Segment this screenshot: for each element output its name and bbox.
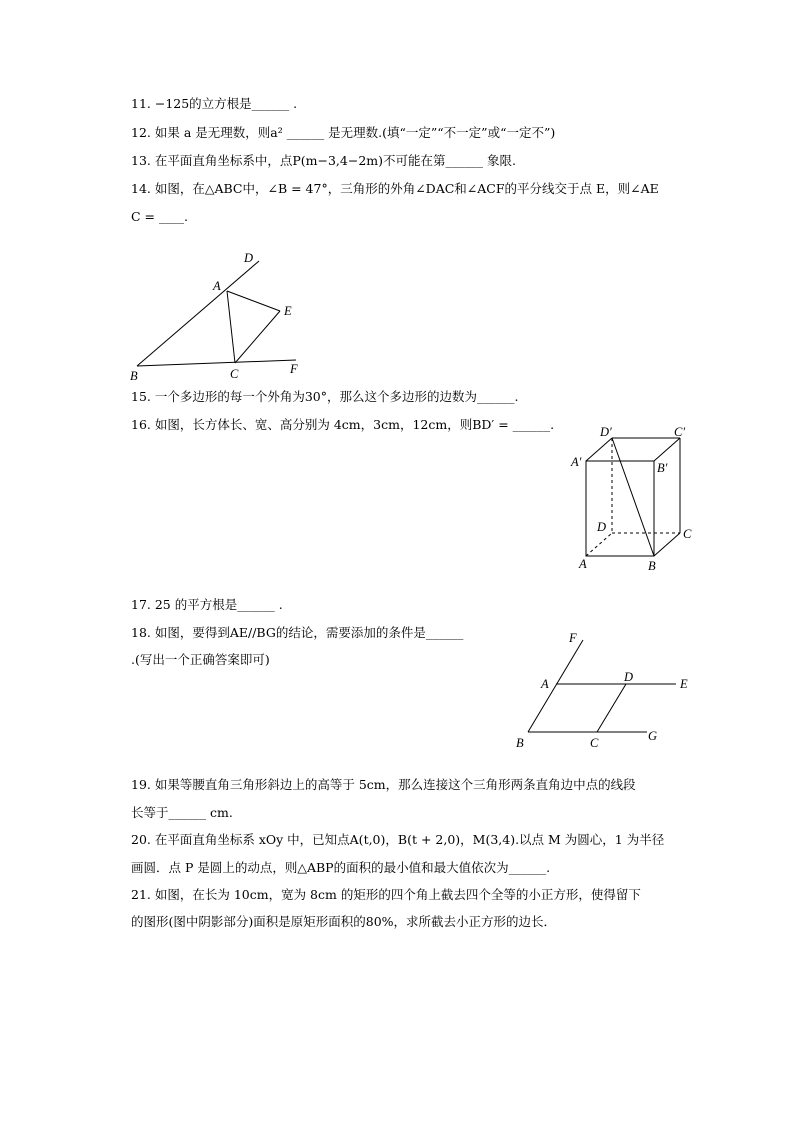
label-D: D	[624, 670, 634, 684]
question-15: 15. 一个多边形的每一个外角为30°，那么这个多边形的边数为______.	[131, 389, 519, 404]
question-16: 16. 如图，长方体长、宽、高分别为 4cm，3cm，12cm，则BD′ = ______.	[131, 417, 555, 432]
question-18-line1: 18. 如图，要得到AE//BG的结论，需要添加的条件是______	[131, 625, 464, 640]
label-C1: C′	[674, 425, 686, 439]
label-B: B	[130, 369, 138, 383]
label-B1: B′	[657, 461, 668, 475]
question-19-line2: 长等于______ cm.	[131, 805, 233, 820]
line-BF	[528, 640, 583, 732]
question-18-line2: .(写出一个正确答案即可)	[131, 652, 270, 667]
question-20-line2: 画圆．点 P 是圆上的动点，则△ABP的面积的最小值和最大值依次为______.	[131, 860, 551, 875]
question-14-line1: 14. 如图，在△ABC中，∠B = 47°，三角形的外角∠DAC和∠ACF的平分线交于点 E，则∠AE	[131, 181, 659, 196]
label-D1: D′	[600, 425, 612, 439]
question-21-line1: 21. 如图，在长为 10cm，宽为 8cm 的矩形的四个角上截去四个全等的小正方形，使得留下	[131, 887, 641, 902]
question-14-line2: C = ____.	[131, 209, 188, 224]
label-D: D	[597, 520, 607, 534]
label-D: D	[244, 251, 254, 265]
label-A1: A′	[571, 455, 582, 469]
label-E: E	[680, 677, 688, 691]
label-A: A	[579, 557, 587, 571]
label-G: G	[648, 729, 658, 743]
label-C: C	[683, 527, 692, 541]
label-C: C	[230, 367, 239, 381]
label-A: A	[541, 677, 549, 691]
question-12: 12. 如果 a 是无理数，则a² ______ 是无理数.(填“一定”“不一定”或“一定不”)	[131, 125, 556, 140]
question-20-line1: 20. 在平面直角坐标系 xOy 中，已知点A(t,0)，B(t + 2,0)，M(3,4).以点 M 为圆心，1 为半径	[131, 832, 665, 847]
question-13: 13. 在平面直角坐标系中，点P(m−3,4−2m)不可能在第______ 象限.	[131, 153, 516, 168]
label-C: C	[590, 736, 599, 750]
label-F: F	[290, 362, 298, 376]
question-21-line2: 的图形(图中阴影部分)面积是原矩形面积的80%，求所截去小正方形的边长．	[131, 914, 557, 929]
question-19-line1: 19. 如果等腰直角三角形斜边上的高等于 5cm，那么连接这个三角形两条直角边中点的线段	[131, 777, 636, 792]
label-F: F	[569, 631, 577, 645]
segment-CD	[597, 684, 626, 732]
label-B: B	[648, 559, 656, 573]
label-B: B	[516, 736, 524, 750]
label-E: E	[284, 304, 292, 318]
label-A: A	[213, 279, 221, 293]
question-17: 17. 25 的平方根是______ .	[131, 597, 283, 612]
question-11: 11. −125的立方根是______ .	[131, 96, 298, 111]
